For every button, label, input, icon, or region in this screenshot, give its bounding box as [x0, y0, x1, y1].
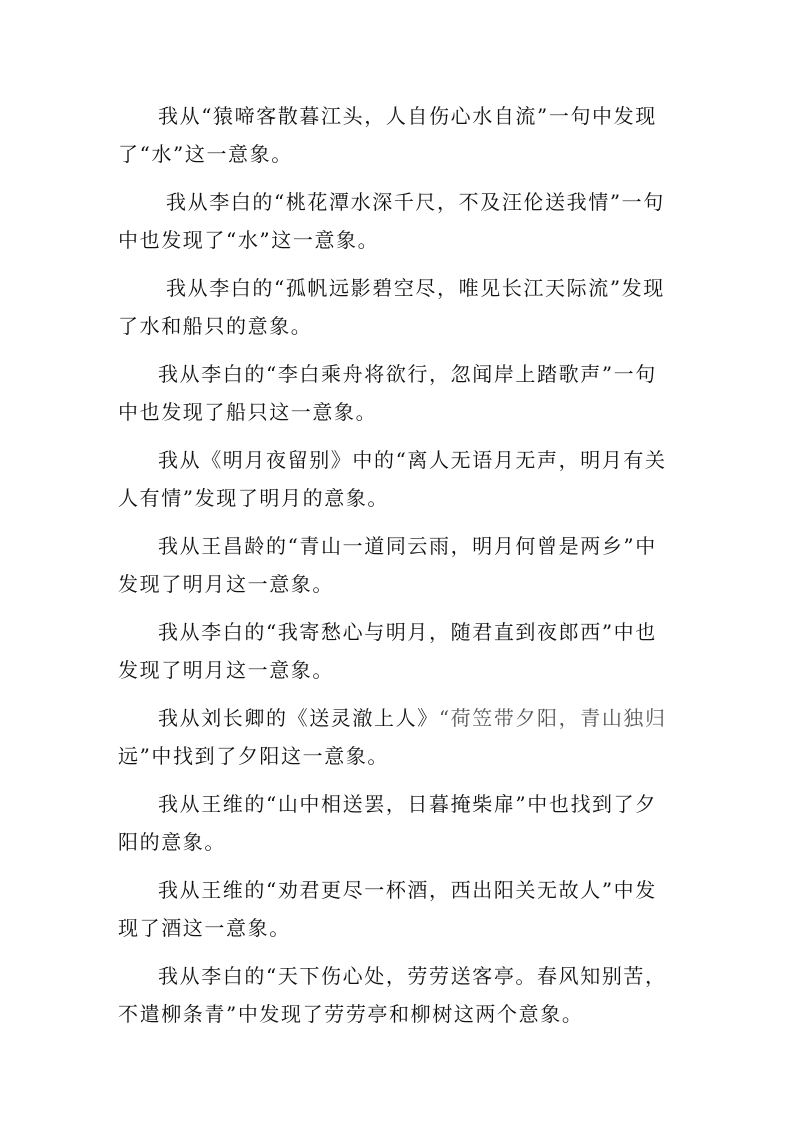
paragraph-sunset-1-tail: 远”中找到了夕阳这一意象。 — [118, 744, 390, 768]
paragraph-water-boat: 我从李白的“孤帆远影碧空尽，唯见长江天际流”发现了水和船只的意象。 — [118, 276, 665, 338]
document-body — [118, 97, 678, 1043]
paragraph-boat: 我从李白的“李白乘舟将欲行，忽闻岸上踏歌声”一句中也发现了船只这一意象。 — [118, 362, 657, 424]
paragraph-sunset-1-quote: “荷笠带夕阳，青山独归 — [438, 706, 667, 730]
paragraph-wine: 我从王维的“劝君更尽一杯酒，西出阳关无故人”中发现了酒这一意象。 — [118, 878, 657, 940]
paragraph-sunset-1-lead: 我从刘长卿的《送灵澈上人》 — [158, 706, 439, 730]
paragraph-pavilion-willow: 我从李白的“天下伤心处，劳劳送客亭。春风知别苦，不遣柳条青”中发现了劳劳亭和柳树这两个意象。 — [118, 964, 667, 1026]
paragraph-water-2: 我从李白的“桃花潭水深千尺，不及汪伦送我情”一句中也发现了“水”这一意象。 — [118, 190, 665, 252]
paragraph-moon-2: 我从王昌龄的“青山一道同云雨，明月何曾是两乡”中发现了明月这一意象。 — [118, 534, 657, 596]
paragraph-water-1: 我从“猿啼客散暮江头，人自伤心水自流”一句中发现了“水”这一意象。 — [118, 104, 657, 166]
paragraph-moon-3: 我从李白的“我寄愁心与明月，随君直到夜郎西”中也发现了明月这一意象。 — [118, 620, 657, 682]
paragraph-moon-1: 我从《明月夜留别》中的“离人无语月无声，明月有关人有情”发现了明月的意象。 — [118, 448, 667, 510]
paragraph-sunset-2: 我从王维的“山中相送罢，日暮掩柴扉”中也找到了夕阳的意象。 — [118, 792, 657, 854]
paragraph-sunset-1 — [118, 699, 678, 775]
